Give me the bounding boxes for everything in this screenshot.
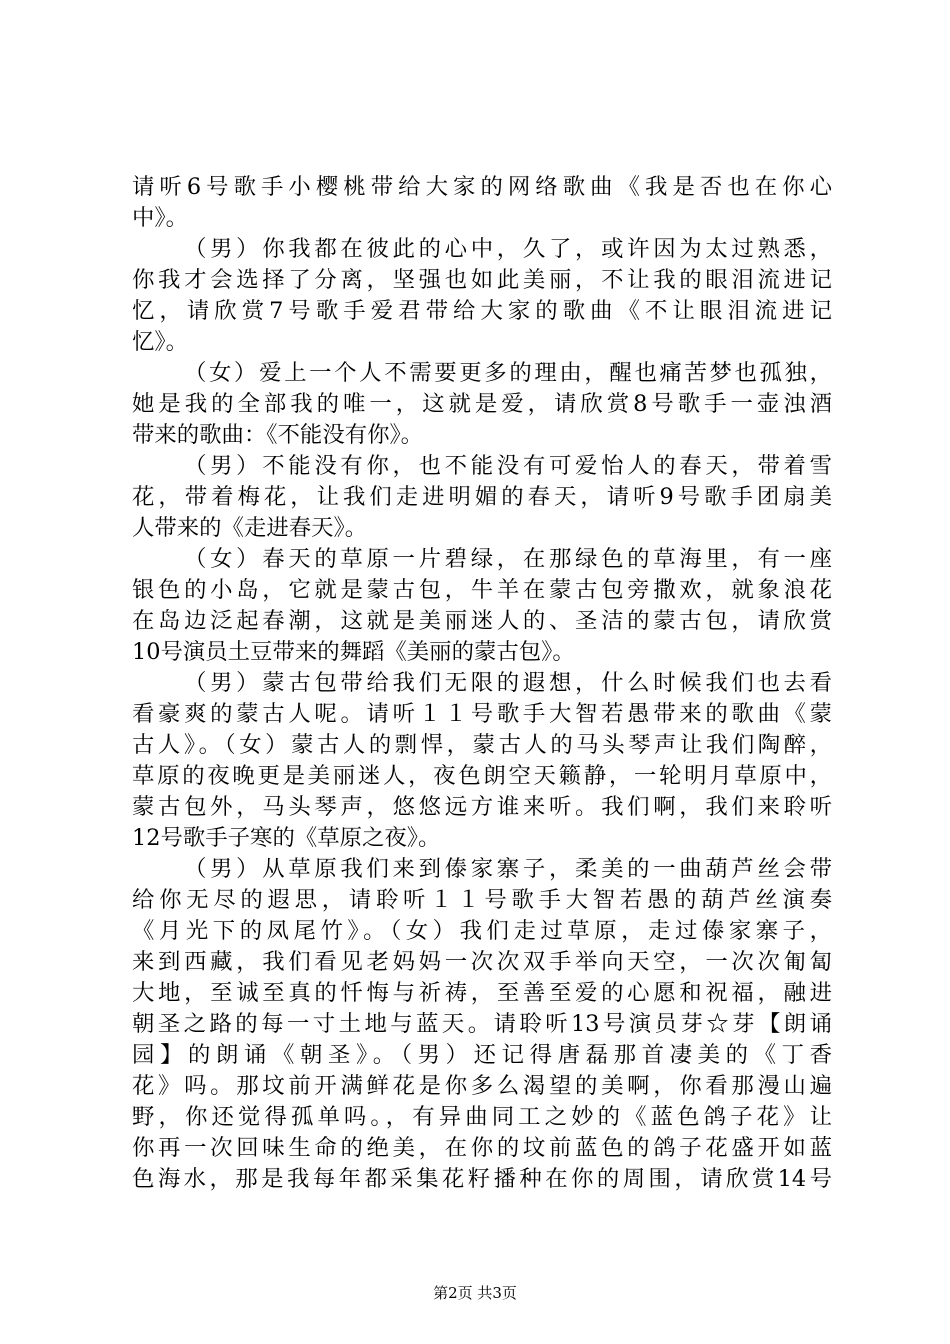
text-line: 12号歌手子寒的《草原之夜》。 (132, 825, 441, 851)
text-line: （男）从草原我们来到傣家寨子，柔美的一曲葫芦丝会带 (184, 856, 832, 882)
text-line: 园】的朗诵《朝圣》。（男）还记得唐磊那首凄美的《丁香 (132, 1042, 832, 1068)
text-line: 古人》。（女）蒙古人的剽悍，蒙古人的马头琴声让我们陶醉， (132, 732, 832, 758)
text-line: 花》吗。那坟前开满鲜花是你多么渴望的美啊，你看那漫山遍 (132, 1073, 832, 1099)
text-line: 在岛边泛起春潮，这就是美丽迷人的、圣洁的蒙古包，请欣赏 (132, 608, 832, 634)
text-line: 忆，请欣赏7号歌手爱君带给大家的歌曲《不让眼泪流进记 (132, 298, 832, 324)
text-line: 来到西藏，我们看见老妈妈一次次双手举向天空，一次次匍匐 (132, 949, 832, 975)
text-line: 你再一次回味生命的绝美，在你的坟前蓝色的鸽子花盛开如蓝 (132, 1135, 832, 1161)
text-line: （男）蒙古包带给我们无限的遐想，什么时候我们也去看 (184, 670, 832, 696)
text-line: 看豪爽的蒙古人呢。请听１１号歌手大智若愚带来的歌曲《蒙 (132, 701, 832, 727)
text-line: 色海水，那是我每年都采集花籽播种在你的周围，请欣赏14号 (132, 1166, 832, 1192)
text-line: （男）你我都在彼此的心中，久了，或许因为太过熟悉， (184, 236, 832, 262)
text-line: 请听6号歌手小樱桃带给大家的网络歌曲《我是否也在你心 (132, 174, 832, 200)
text-line: 她是我的全部我的唯一，这就是爱，请欣赏8号歌手一壶浊酒 (132, 391, 832, 417)
text-line: 大地，至诚至真的忏悔与祈祷，至善至爱的心愿和祝福，融进 (132, 980, 832, 1006)
text-line: （男）不能没有你，也不能没有可爱怡人的春天，带着雪 (184, 453, 832, 479)
text-line: 草原的夜晚更是美丽迷人，夜色朗空天籁静，一轮明月草原中， (132, 763, 832, 789)
text-line: 朝圣之路的每一寸土地与蓝天。请聆听13号演员芽☆芽【朗诵 (132, 1011, 832, 1037)
document-body (132, 172, 832, 1195)
page-footer (0, 1283, 950, 1303)
text-line: 你我才会选择了分离，坚强也如此美丽，不让我的眼泪流进记 (132, 267, 832, 293)
text-line: 带来的歌曲：《不能没有你》。 (132, 422, 424, 448)
text-line: 10号演员土豆带来的舞蹈《美丽的蒙古包》。 (132, 639, 575, 665)
text-line: （女）爱上一个人不需要更多的理由，醒也痛苦梦也孤独， (184, 360, 832, 386)
text-line: 银色的小岛，它就是蒙古包，牛羊在蒙古包旁撒欢，就象浪花 (132, 577, 832, 603)
text-line: 给你无尽的遐思，请聆听１１号歌手大智若愚的葫芦丝演奏 (132, 887, 832, 913)
page-number-label: 第2页 共3页 (433, 1284, 517, 1302)
text-line: 中》。 (132, 205, 188, 231)
text-line: 忆》。 (132, 329, 188, 355)
text-line: 野，你还觉得孤单吗。，有异曲同工之妙的《蓝色鸽子花》让 (132, 1104, 832, 1130)
text-line: 花，带着梅花，让我们走进明媚的春天，请听9号歌手团扇美 (132, 484, 832, 510)
text-line: 《月光下的凤尾竹》。（女）我们走过草原，走过傣家寨子， (132, 918, 832, 944)
text-line: 人带来的《走进春天》。 (132, 515, 368, 541)
text-line: （女）春天的草原一片碧绿，在那绿色的草海里，有一座 (184, 546, 832, 572)
text-line: 蒙古包外，马头琴声，悠悠远方谁来听。我们啊，我们来聆听 (132, 794, 832, 820)
